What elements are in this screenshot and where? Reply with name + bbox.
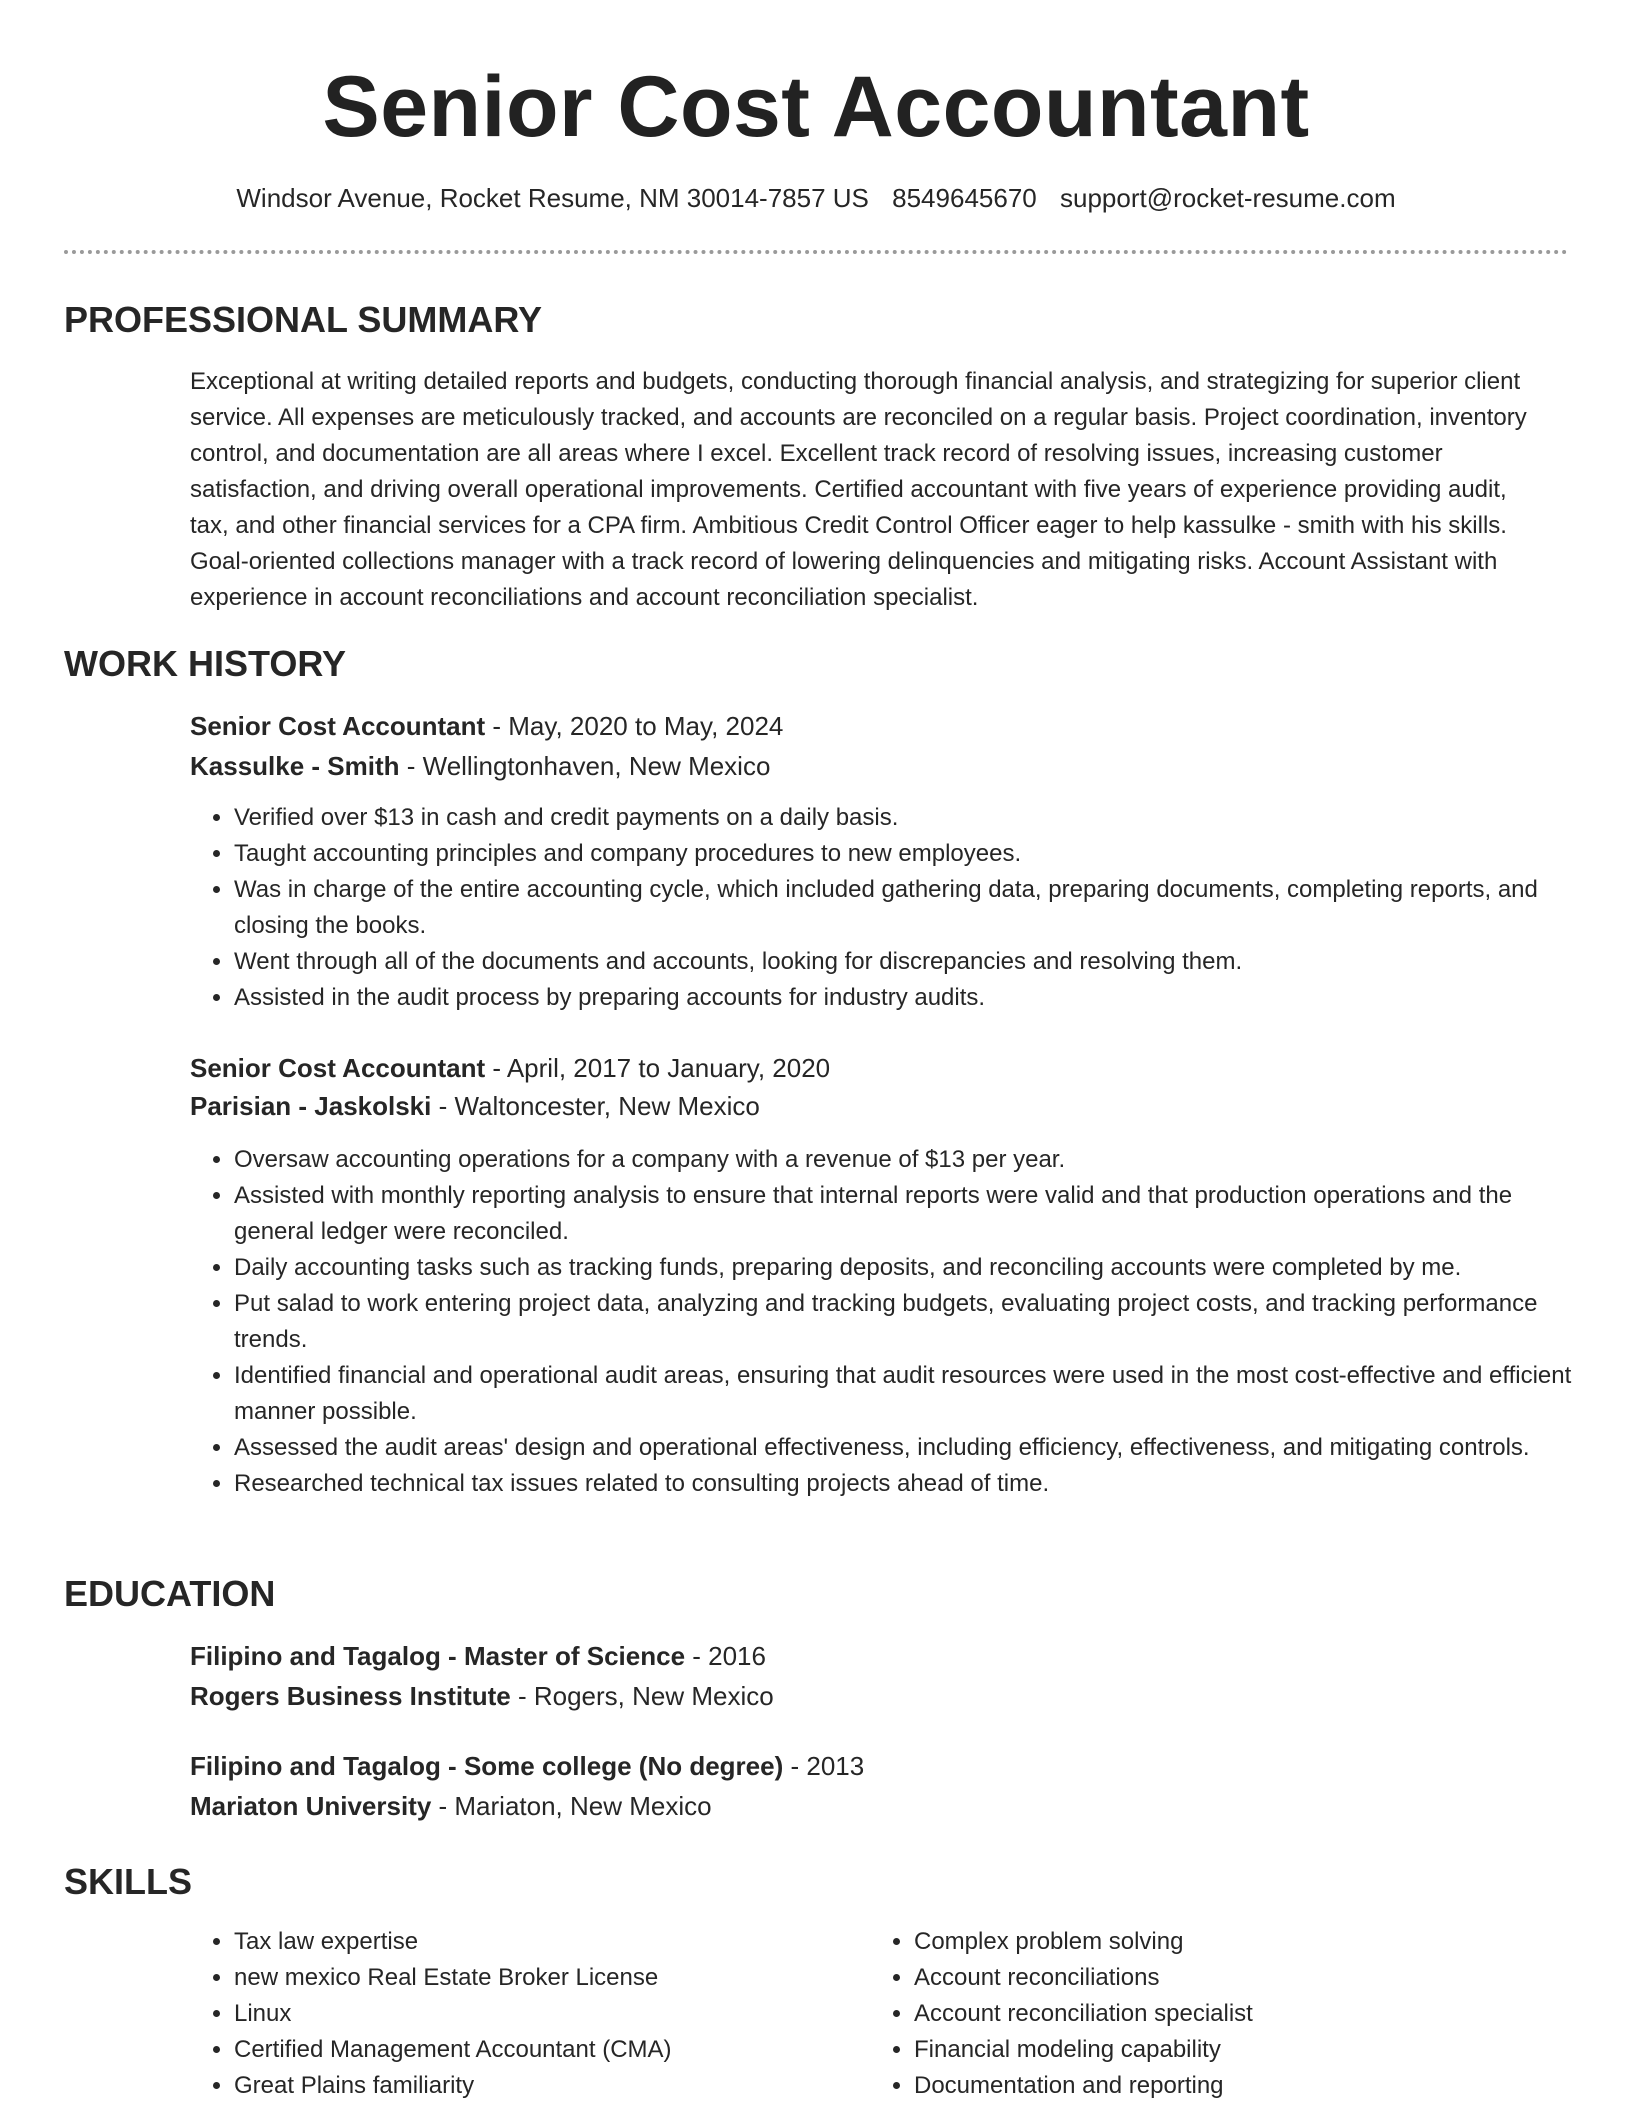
edu-2-school-line xyxy=(190,1786,1540,1826)
edu-2-location: - Mariaton, New Mexico xyxy=(431,1791,712,1821)
contact-email: support@rocket-resume.com xyxy=(1059,183,1396,213)
edu-2-degree: Filipino and Tagalog - Some college (No degree) xyxy=(190,1751,784,1781)
list-item: • Verified over $13 in cash and credit payments on a daily basis. xyxy=(234,800,1584,836)
list-item: • Was in charge of the entire accounting cycle, which included gathering data, preparing documents, completing reports, and closing the books. xyxy=(234,872,1584,944)
edu-2-degree-line xyxy=(190,1746,1540,1786)
list-item: • Oversaw accounting operations for a company with a revenue of $13 per year. xyxy=(234,1142,1584,1178)
job-2-dates: - April, 2017 to January, 2020 xyxy=(485,1053,831,1083)
section-title-skills: SKILLS xyxy=(64,1861,193,1902)
list-item: • Account reconciliation specialist xyxy=(914,1996,1534,2032)
job-2-location: - Waltoncester, New Mexico xyxy=(431,1091,760,1121)
list-item: • Assessed the audit areas' design and operational effectiveness, including efficiency, effectiveness, and mitigating controls. xyxy=(234,1430,1584,1466)
job-2-company: Parisian - Jaskolski xyxy=(190,1091,432,1121)
edu-2-school: Mariaton University xyxy=(190,1791,432,1821)
list-item: • Assisted with monthly reporting analysis to ensure that internal reports were valid and that production operations and the general ledger were reconciled. xyxy=(234,1178,1584,1250)
section-title-work-history: WORK HISTORY xyxy=(64,643,347,684)
edu-2-year: - 2013 xyxy=(783,1751,865,1781)
job-1-dates: - May, 2020 to May, 2024 xyxy=(485,711,784,741)
list-item: • new mexico Real Estate Broker License xyxy=(234,1960,854,1996)
list-item: • Identified financial and operational audit areas, ensuring that audit resources were used in the most cost-effective and efficient manner possible. xyxy=(234,1358,1584,1430)
job-2-company-line xyxy=(190,1086,1540,1126)
edu-1-degree-line xyxy=(190,1636,1540,1676)
job-2-title-line xyxy=(190,1048,1540,1088)
list-item: • Researched technical tax issues related to consulting projects ahead of time. xyxy=(234,1466,1584,1502)
edu-1-degree: Filipino and Tagalog - Master of Science xyxy=(190,1641,686,1671)
section-title-summary: PROFESSIONAL SUMMARY xyxy=(64,299,543,340)
contact-line xyxy=(0,180,1632,216)
contact-phone: 8549645670 xyxy=(892,183,1037,213)
list-item: • Account reconciliations xyxy=(914,1960,1534,1996)
list-item: • Great Plains familiarity xyxy=(234,2068,854,2104)
resume-name: Senior Cost Accountant xyxy=(322,59,1310,155)
list-item: • Went through all of the documents and accounts, looking for discrepancies and resolving them. xyxy=(234,944,1584,980)
job-1-role: Senior Cost Accountant xyxy=(190,711,486,741)
section-title-education: EDUCATION xyxy=(64,1573,276,1614)
edu-1-location: - Rogers, New Mexico xyxy=(510,1681,774,1711)
header-divider xyxy=(64,250,1568,254)
job-1-location: - Wellingtonhaven, New Mexico xyxy=(399,751,771,781)
job-1-bullets xyxy=(190,800,1584,1016)
list-item: • Assisted in the audit process by preparing accounts for industry audits. xyxy=(234,980,1584,1016)
list-item: • Put salad to work entering project data, analyzing and tracking budgets, evaluating project costs, and tracking performance trends. xyxy=(234,1286,1584,1358)
job-1-title-line xyxy=(190,706,1540,746)
contact-address: Windsor Avenue, Rocket Resume, NM 30014-7857 US xyxy=(236,183,869,213)
edu-1-year: - 2016 xyxy=(685,1641,766,1671)
job-1-company-line xyxy=(190,746,1540,786)
list-item: • Daily accounting tasks such as tracking funds, preparing deposits, and reconciling accounts were completed by me. xyxy=(234,1250,1584,1286)
edu-1-school-line xyxy=(190,1676,1540,1716)
job-2-bullets xyxy=(190,1142,1584,1502)
skills-list-right xyxy=(870,1924,1534,2104)
list-item: • Tax law expertise xyxy=(234,1924,854,1960)
job-1-company: Kassulke - Smith xyxy=(190,751,400,781)
list-item: • Complex problem solving xyxy=(914,1924,1534,1960)
job-2-role: Senior Cost Accountant xyxy=(190,1053,486,1083)
skills-list-left xyxy=(190,1924,854,2104)
list-item: • Taught accounting principles and company procedures to new employees. xyxy=(234,836,1584,872)
list-item: • Certified Management Accountant (CMA) xyxy=(234,2032,854,2068)
list-item: • Financial modeling capability xyxy=(914,2032,1534,2068)
summary-text: Exceptional at writing detailed reports and budgets, conducting thorough financial analysis, and strategizing for superior client service. All expenses are meticulously tracked, and accounts are reconciled on a regular basis. Project coordination, inventory control, and documentation are all areas where I excel. Excellent track record of resolving issues, increasing customer satisfaction, and driving overall operational improvements. Certified accountant with five years of experience providing audit, tax, and other financial services for a CPA firm. Ambitious Credit Control Officer eager to help kassulke - smith with his skills. Goal-oriented collections manager with a track record of lowering delinquencies and mitigating risks. Account Assistant with experience in account reconciliations and account reconciliation specialist. xyxy=(190,368,1527,611)
edu-1-school: Rogers Business Institute xyxy=(190,1681,511,1711)
list-item: • Documentation and reporting xyxy=(914,2068,1534,2104)
list-item: • Linux xyxy=(234,1996,854,2032)
